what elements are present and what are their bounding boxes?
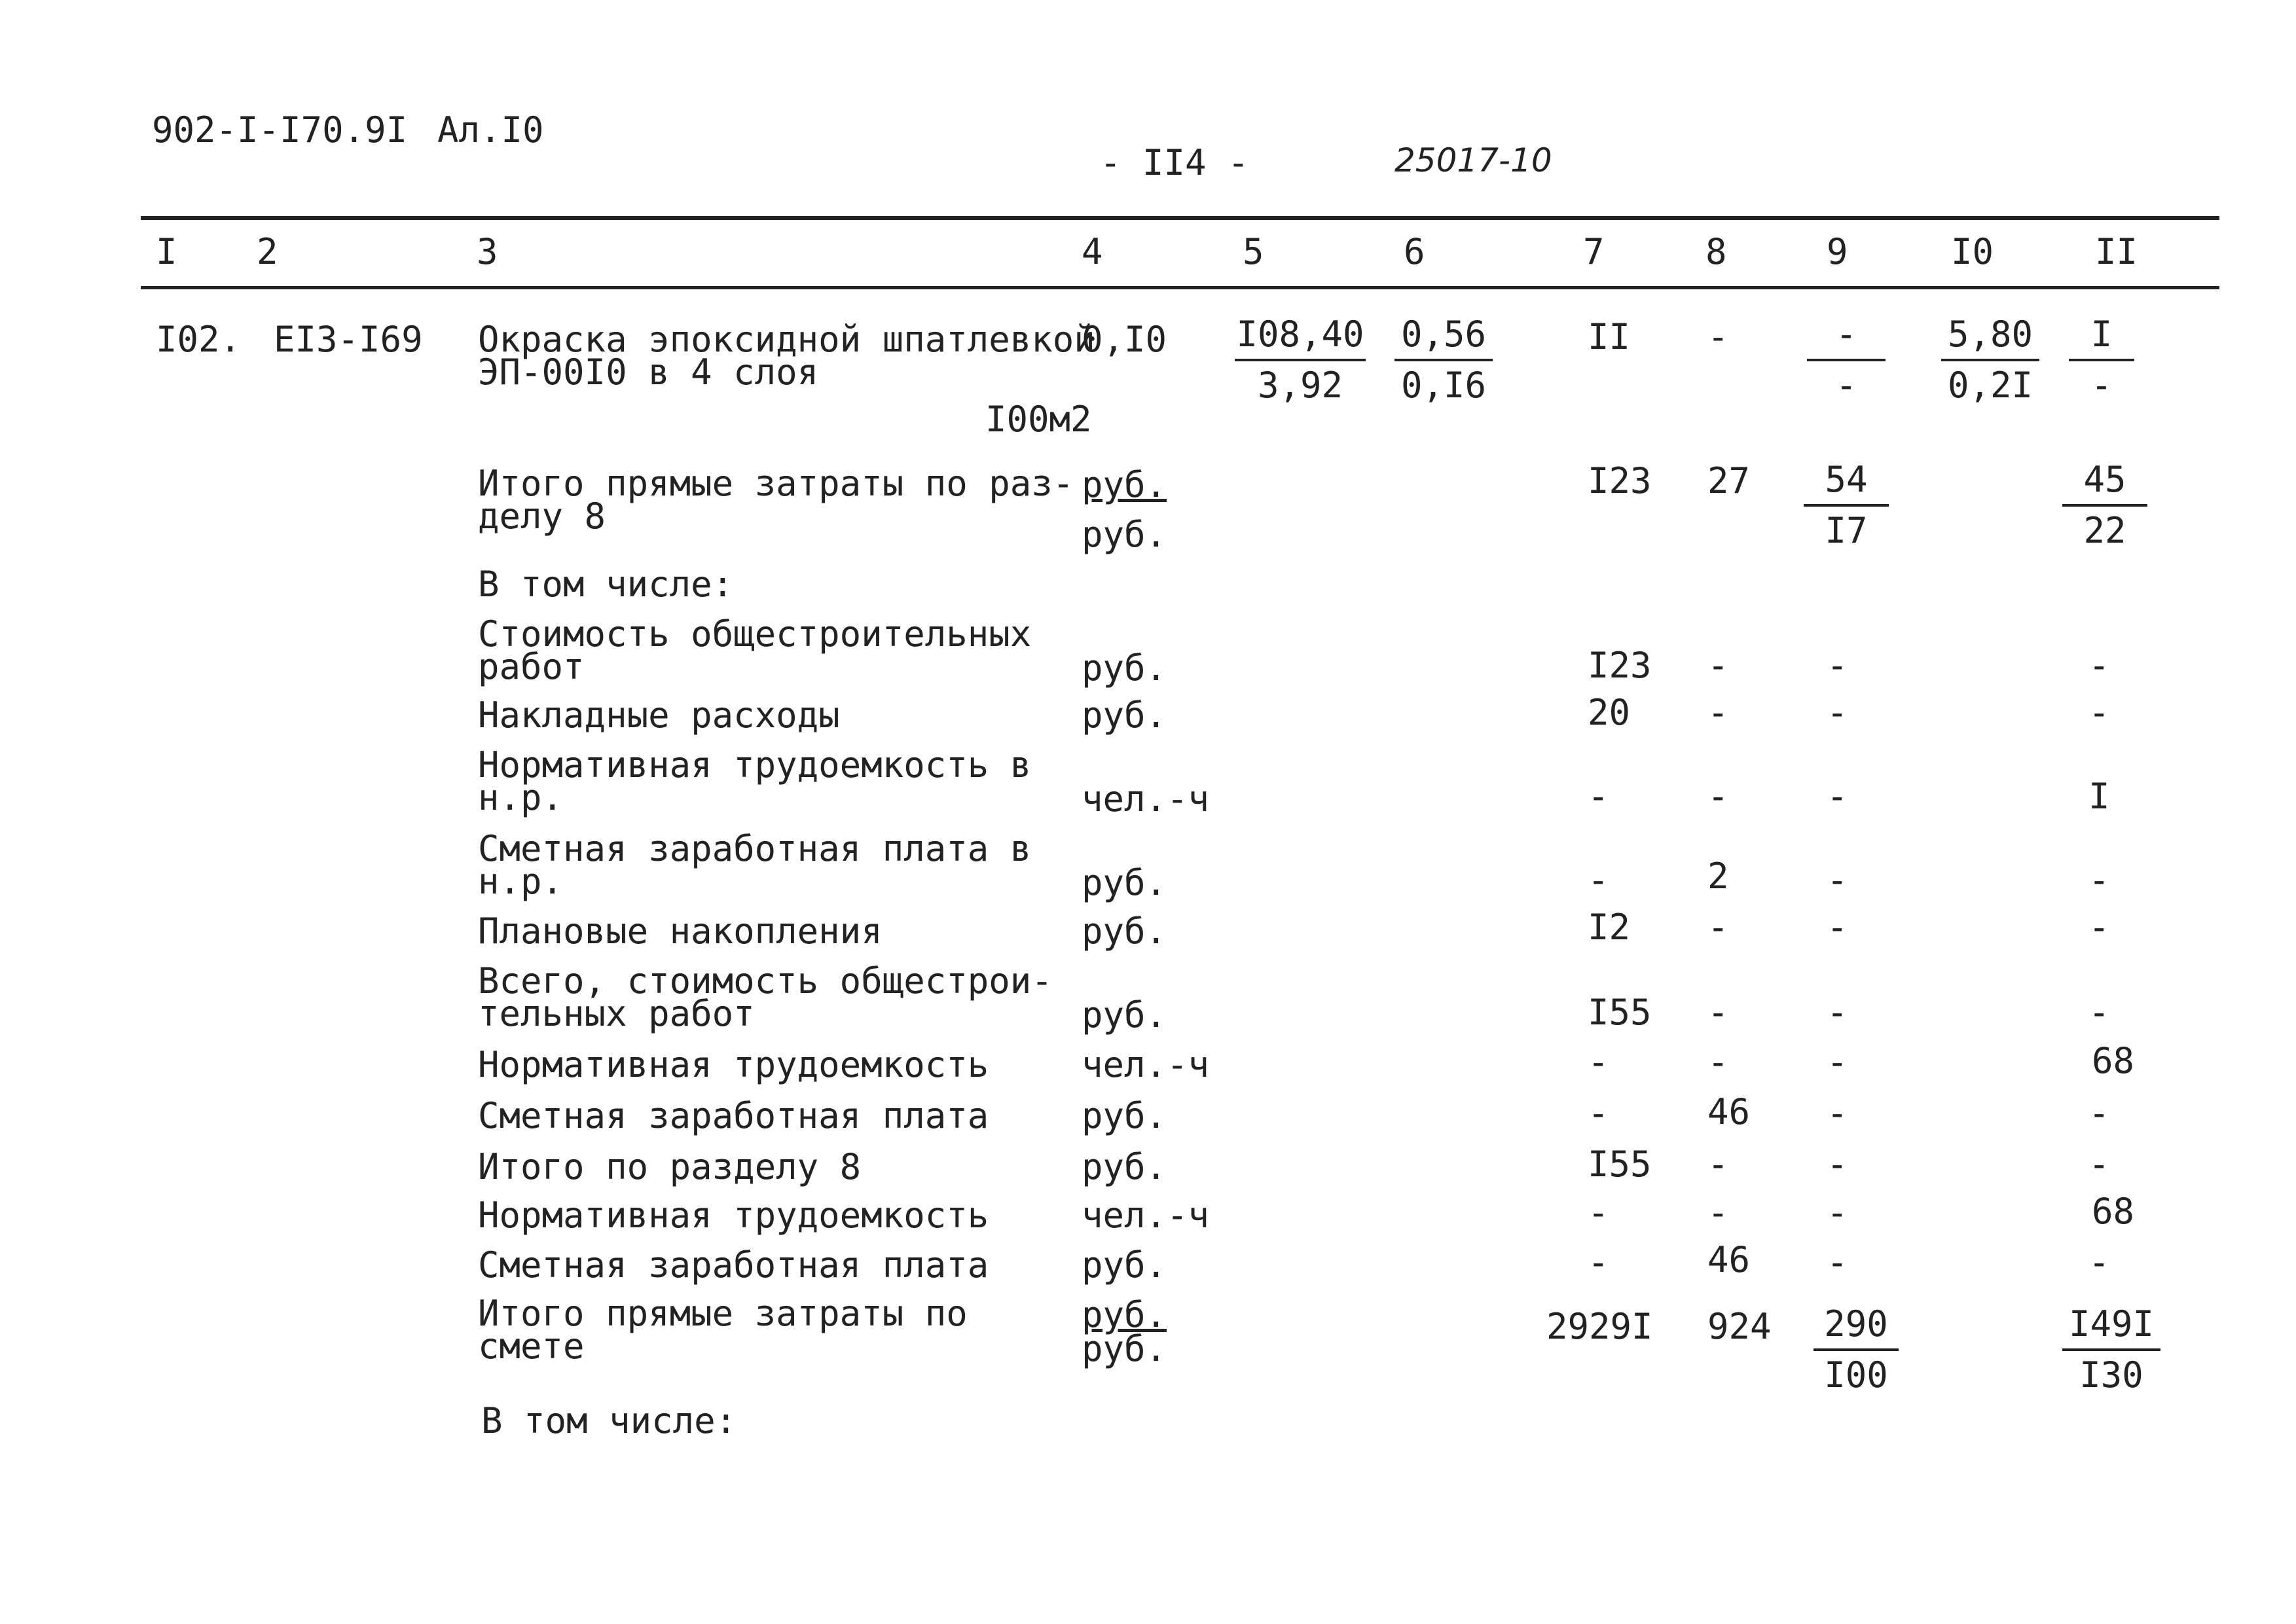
grand-total-col11-bottom: I30 (2079, 1354, 2143, 1396)
grand-total-col11-top: I49I (2068, 1303, 2155, 1344)
row-col8: 2 (1707, 856, 1729, 897)
row-col7: - (1588, 859, 1609, 901)
fraction-bar (1235, 359, 1366, 361)
column-header-1: I (156, 231, 177, 272)
column-header-8: 8 (1705, 231, 1727, 272)
item-col6-top: 0,56 (1400, 314, 1487, 355)
row-col8: - (1707, 907, 1729, 948)
section-total-col8: 27 (1707, 460, 1751, 501)
row-unit: руб. (1082, 1146, 1167, 1187)
column-header-4: 4 (1082, 231, 1103, 272)
grand-total-line1: Итого прямые затраты по (478, 1293, 968, 1334)
row-unit: руб. (1082, 911, 1167, 952)
section-total-col9-fraction (1804, 459, 1889, 551)
row-unit: руб. (1082, 862, 1167, 903)
table-top-rule (141, 216, 2219, 220)
fraction-bar (1804, 504, 1889, 507)
row-col11: I (2088, 776, 2110, 817)
item-unit: I00м2 (985, 399, 1092, 440)
item-code: EI3-I69 (274, 319, 423, 360)
grand-total-col9-bottom: I00 (1824, 1354, 1888, 1396)
row-label-line1: Сметная заработная плата (478, 1095, 989, 1136)
row-col7: - (1588, 1092, 1609, 1134)
item-description-line1: Окраска эпоксидной шпатлевкой (478, 319, 1095, 360)
row-label-line1: Сметная заработная плата (478, 1244, 989, 1286)
row-col7: I2 (1588, 907, 1631, 948)
item-col8: - (1707, 316, 1729, 357)
item-col9-bottom: - (1835, 365, 1857, 406)
item-col9-top: - (1835, 314, 1857, 355)
row-col9: - (1827, 859, 1848, 901)
section-total-line2: делу 8 (478, 496, 606, 537)
footer-including-label: В том числе: (481, 1400, 737, 1441)
fraction-bar (2062, 1348, 2160, 1351)
row-col9: - (1827, 692, 1848, 733)
row-col8: 46 (1707, 1239, 1751, 1280)
section-total-line1: Итого прямые затраты по раз- (478, 463, 1074, 504)
column-header-9: 9 (1827, 231, 1848, 272)
row-label-line1: Плановые накопления (478, 911, 883, 952)
page-number: - II4 - (1100, 142, 1249, 183)
row-col9: - (1827, 992, 1848, 1033)
row-unit: руб. (1082, 695, 1167, 736)
section-total-col7: I23 (1588, 460, 1652, 501)
row-col9: - (1827, 1144, 1848, 1185)
item-col10-bottom: 0,2I (1947, 365, 2033, 406)
item-number: I02. (156, 319, 242, 360)
row-label-line1: Нормативная трудоемкость (478, 1195, 989, 1236)
row-label-line1: Стоимость общестроительных (478, 613, 1032, 655)
section-total-col9-top: 54 (1825, 459, 1868, 500)
grand-total-unit-bottom: руб. (1082, 1328, 1167, 1369)
item-col6-fraction (1394, 314, 1493, 406)
row-col7: 20 (1588, 692, 1631, 733)
row-col7: - (1588, 1242, 1609, 1283)
fraction-bar (1807, 359, 1886, 361)
row-label-line1: Накладные расходы (478, 695, 840, 736)
row-col7: - (1588, 1192, 1609, 1233)
row-label-line1: Нормативная трудоемкость в (478, 744, 1032, 785)
row-col11: 68 (2092, 1191, 2135, 1232)
column-header-7: 7 (1583, 231, 1605, 272)
row-col11: - (2088, 907, 2110, 948)
item-col9-fraction (1807, 314, 1886, 406)
row-col9: - (1827, 1092, 1848, 1134)
row-label-line1: Итого по разделу 8 (478, 1146, 862, 1187)
row-col9: - (1827, 907, 1848, 948)
row-unit: чел.-ч (1082, 778, 1210, 820)
fraction-bar (2069, 359, 2134, 361)
item-col10-fraction (1941, 314, 2039, 406)
row-col9: - (1827, 645, 1848, 686)
handwritten-reference: 25017-10 (1394, 141, 1552, 179)
row-col11: - (2088, 1144, 2110, 1185)
section-total-unit-top: руб. (1082, 464, 1167, 505)
item-col11-top: I (2090, 314, 2113, 355)
grand-total-col7: 2929I (1546, 1306, 1653, 1347)
row-col8: - (1707, 1144, 1729, 1185)
row-col7: I23 (1588, 645, 1652, 686)
fraction-bar (2062, 504, 2147, 507)
row-label-line2: н.р. (478, 861, 564, 902)
row-col9: - (1827, 1242, 1848, 1283)
item-col7: II (1588, 316, 1631, 357)
item-col11-bottom: - (2090, 365, 2113, 406)
row-label-line2: н.р. (478, 777, 564, 818)
fraction-bar (1394, 359, 1493, 361)
row-col8: 46 (1707, 1091, 1751, 1132)
item-col5-top: I08,40 (1236, 314, 1364, 355)
row-col8: - (1707, 1192, 1729, 1233)
section-total-unit-bottom: руб. (1082, 514, 1167, 555)
grand-total-col9-top: 290 (1824, 1303, 1888, 1344)
item-description-line2: ЭП-00I0 в 4 слоя (478, 352, 819, 393)
grand-total-unit-top: руб. (1082, 1294, 1167, 1335)
row-col11: - (2088, 692, 2110, 733)
row-col7: I55 (1588, 1144, 1652, 1185)
grand-total-col9-fraction (1813, 1303, 1899, 1396)
table-header-rule (141, 286, 2219, 289)
row-label-line1: Всего, стоимость общестрои- (478, 960, 1053, 1001)
item-quantity: 0,I0 (1082, 319, 1167, 360)
row-col7: - (1588, 1041, 1609, 1083)
row-unit: чел.-ч (1082, 1044, 1210, 1085)
row-col11: - (2088, 1092, 2110, 1134)
row-col8: - (1707, 692, 1729, 733)
row-col11: - (2088, 645, 2110, 686)
row-unit: руб. (1082, 1244, 1167, 1286)
row-col11: 68 (2092, 1040, 2135, 1081)
row-col11: - (2088, 859, 2110, 901)
row-col9: - (1827, 1041, 1848, 1083)
row-unit: чел.-ч (1082, 1195, 1210, 1236)
row-unit: руб. (1082, 994, 1167, 1036)
row-unit: руб. (1082, 1095, 1167, 1136)
row-col9: - (1827, 776, 1848, 817)
item-col10-top: 5,80 (1947, 314, 2033, 355)
column-header-2: 2 (257, 231, 278, 272)
row-col8: - (1707, 645, 1729, 686)
section-total-col9-bottom: I7 (1825, 510, 1868, 551)
item-col5-fraction (1235, 314, 1366, 406)
grand-total-col11-fraction (2062, 1303, 2160, 1396)
row-col7: I55 (1588, 992, 1652, 1033)
grand-total-line2: смете (478, 1326, 585, 1367)
including-label: В том числе: (478, 564, 734, 605)
row-label-line1: Нормативная трудоемкость (478, 1044, 989, 1085)
item-col11-fraction (2069, 314, 2134, 406)
sheet-number: Ал.I0 (437, 109, 544, 151)
section-total-col11-top: 45 (2083, 459, 2126, 500)
column-header-10: I0 (1951, 231, 1994, 272)
fraction-bar (1941, 359, 2039, 361)
item-col6-bottom: 0,I6 (1400, 365, 1487, 406)
row-col11: - (2088, 992, 2110, 1033)
section-total-col11-fraction (2062, 459, 2147, 551)
column-header-5: 5 (1243, 231, 1264, 272)
grand-total-col8: 924 (1707, 1306, 1772, 1347)
item-col5-bottom: 3,92 (1257, 365, 1343, 406)
row-label-line2: работ (478, 646, 585, 687)
column-header-11: II (2095, 231, 2138, 272)
fraction-bar (1813, 1348, 1899, 1351)
row-unit: руб. (1082, 647, 1167, 689)
row-col7: - (1588, 776, 1609, 817)
row-label-line2: тельных работ (478, 993, 755, 1034)
row-label-line1: Сметная заработная плата в (478, 828, 1032, 869)
row-col8: - (1707, 776, 1729, 817)
row-col9: - (1827, 1192, 1848, 1233)
row-col8: - (1707, 1041, 1729, 1083)
column-header-6: 6 (1404, 231, 1425, 272)
section-total-col11-bottom: 22 (2083, 510, 2126, 551)
row-col11: - (2088, 1242, 2110, 1283)
column-header-3: 3 (477, 231, 498, 272)
row-col8: - (1707, 992, 1729, 1033)
document-code: 902-I-I70.9I (152, 109, 408, 151)
